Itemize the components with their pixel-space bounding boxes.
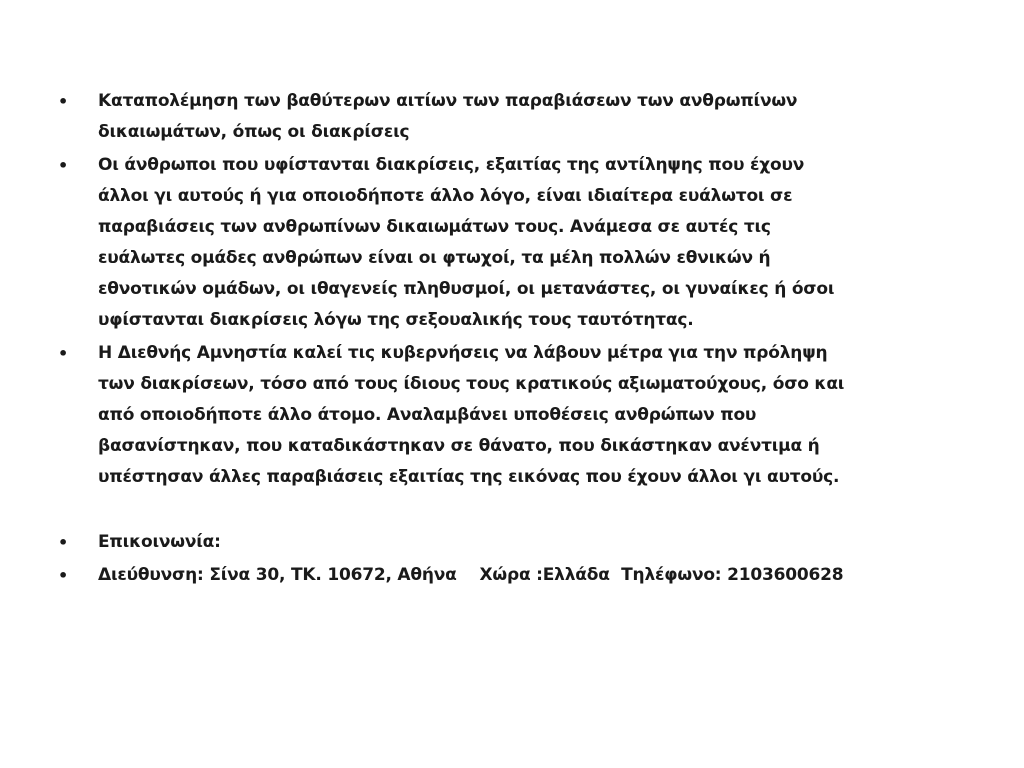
bullet-marker: • — [58, 156, 69, 175]
bullet-item-amnesty-actions — [58, 338, 958, 493]
bullet-marker: • — [58, 344, 69, 363]
bullet-item-root-causes — [58, 86, 958, 148]
bullet-list — [58, 86, 958, 593]
bullet-marker: • — [58, 533, 69, 552]
bullet-marker: • — [58, 92, 69, 111]
bullet-marker: • — [58, 566, 69, 585]
bullet-item-contact-heading — [58, 527, 958, 558]
bullet-text: Διεύθυνση: Σίνα 30, ΤΚ. 10672, Αθήνα Χώρα :Ελλάδα Τηλέφωνο: 2103600628 — [98, 565, 844, 585]
bullet-item-vulnerable-groups — [58, 150, 958, 336]
bullet-text: Επικοινωνία: — [98, 532, 221, 552]
bullet-item-contact-address — [58, 560, 958, 591]
bullet-text: Η Διεθνής Αμνηστία καλεί τις κυβερνήσεις να λάβουν μέτρα για την πρόληψη των διακρίσεων, τόσο από τους ίδιους τους κρατικούς αξιωματούχους, όσο και από οποιοδήποτε άλλο άτομο. Αναλαμβάνει υποθέσεις ανθρώπων που βασανίστηκαν, που καταδικάστηκαν σε θάνατο, που δικάστηκαν ανέντιμα ή υπέστησαν άλλες παραβιάσεις εξαιτίας της εικόνας που έχουν άλλοι γι αυτούς. — [98, 343, 845, 487]
bullet-text: Οι άνθρωποι που υφίστανται διακρίσεις, εξαιτίας της αντίληψης που έχουν άλλοι γι αυτούς ή για οποιοδήποτε άλλο λόγο, είναι ιδιαίτερα ευάλωτοι σε παραβιάσεις των ανθρωπίνων δικαιωμάτων τους. Ανάμεσα σε αυτές τις ευάλωτες ομάδες ανθρώπων είναι οι φτωχοί, τα μέλη πολλών εθνικών ή εθνοτικών ομάδων, οι ιθαγενείς πληθυσμοί, οι μετανάστες, οι γυναίκες ή όσοι υφίστανται διακρίσεις λόγω της σεξουαλικής τους ταυτότητας. — [98, 155, 835, 330]
bullet-text: Καταπολέμηση των βαθύτερων αιτίων των παραβιάσεων των ανθρωπίνων δικαιωμάτων, όπως οι διακρίσεις — [98, 91, 798, 142]
